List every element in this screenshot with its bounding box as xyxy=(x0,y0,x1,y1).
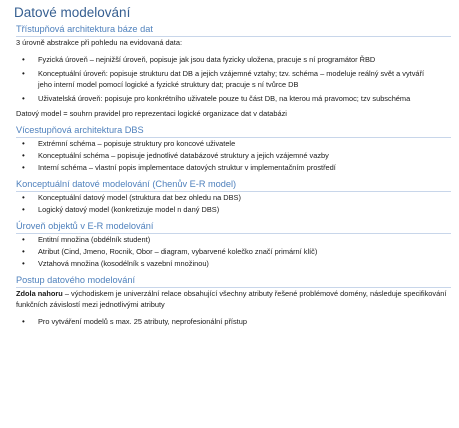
data-model-definition: Datový model = souhrn pravidel pro reprezentaci logické organizace dat v databázi xyxy=(16,109,287,119)
list-item: • Konceptuální úroveň: popisuje strukturu dat DB a jejich vzájemné vztahy; tzv. schéma – modeluje reálný svět a vytváří jeho interní model pomocí logické a fyzické struktury dat; pracuje s ní tvůrce DB xyxy=(16,68,453,91)
section-heading-modeling-procedure: Postup datového modelování xyxy=(16,274,451,288)
list-item: • Konceptuální datový model (struktura dat bez ohledu na DBS) xyxy=(16,192,453,204)
page-title: Datové modelování xyxy=(14,5,131,20)
list-item: • Pro vytváření modelů s max. 25 atributy, neprofesionální přístup xyxy=(16,316,453,328)
bullet-list xyxy=(16,54,453,104)
list-item: • Extrémní schéma – popisuje struktury pro koncové uživatele xyxy=(16,138,453,150)
list-item: • Entitní množina (obdélník student) xyxy=(16,234,453,246)
bottom-up-paragraph xyxy=(16,288,453,310)
list-item: • Interní schéma – vlastní popis implementace datových struktur v implementačním prostředí xyxy=(16,162,453,174)
bullet-list xyxy=(16,234,453,269)
section-intro: 3 úrovně abstrakce při pohledu na evidovaná data: xyxy=(16,38,182,47)
list-item: • Vztahová množina (kosodélník s vazební množinou) xyxy=(16,258,453,270)
section-heading-multi-level-architecture: Vícestupňová architektura DBS xyxy=(16,124,451,138)
list-item: • Konceptuální schéma – popisuje jednotlivé databázové struktury a jejich vzájemné vazby xyxy=(16,150,453,162)
list-item: • Logický datový model (konkretizuje model n daný DBS) xyxy=(16,204,453,216)
list-item: • Fyzická úroveň – nejnižší úroveň, popisuje jak jsou data fyzicky uložena, pracuje s ní programátor ŘBD xyxy=(16,54,453,66)
bullet-list xyxy=(16,138,453,173)
list-item: • Uživatelská úroveň: popisuje pro konkrétního uživatele pouze tu část DB, na kterou má pravomoc; tzv subschéma xyxy=(16,93,453,105)
section-heading-conceptual-modeling: Konceptuální datové modelování (Chenův E-R model) xyxy=(16,178,451,192)
bullet-list xyxy=(16,192,453,215)
bottom-up-label: Zdola nahoru xyxy=(16,289,63,299)
section-heading-er-object-levels: Úroveň objektů v E-R modelování xyxy=(16,220,451,234)
section-heading-three-level-architecture: Třístupňová architektura báze dat xyxy=(16,23,451,37)
list-item: • Atribut (Cind, Jmeno, Rocnik, Obor – diagram, vybarvené kolečko značí primární klíč) xyxy=(16,246,453,258)
bottom-up-description: – východiskem je univerzální relace obsahující všechny atributy řešené problémové domény, následuje specifikování funkčních závislostí mezi jednotlivými atributy xyxy=(16,289,447,310)
bullet-list xyxy=(16,316,453,328)
